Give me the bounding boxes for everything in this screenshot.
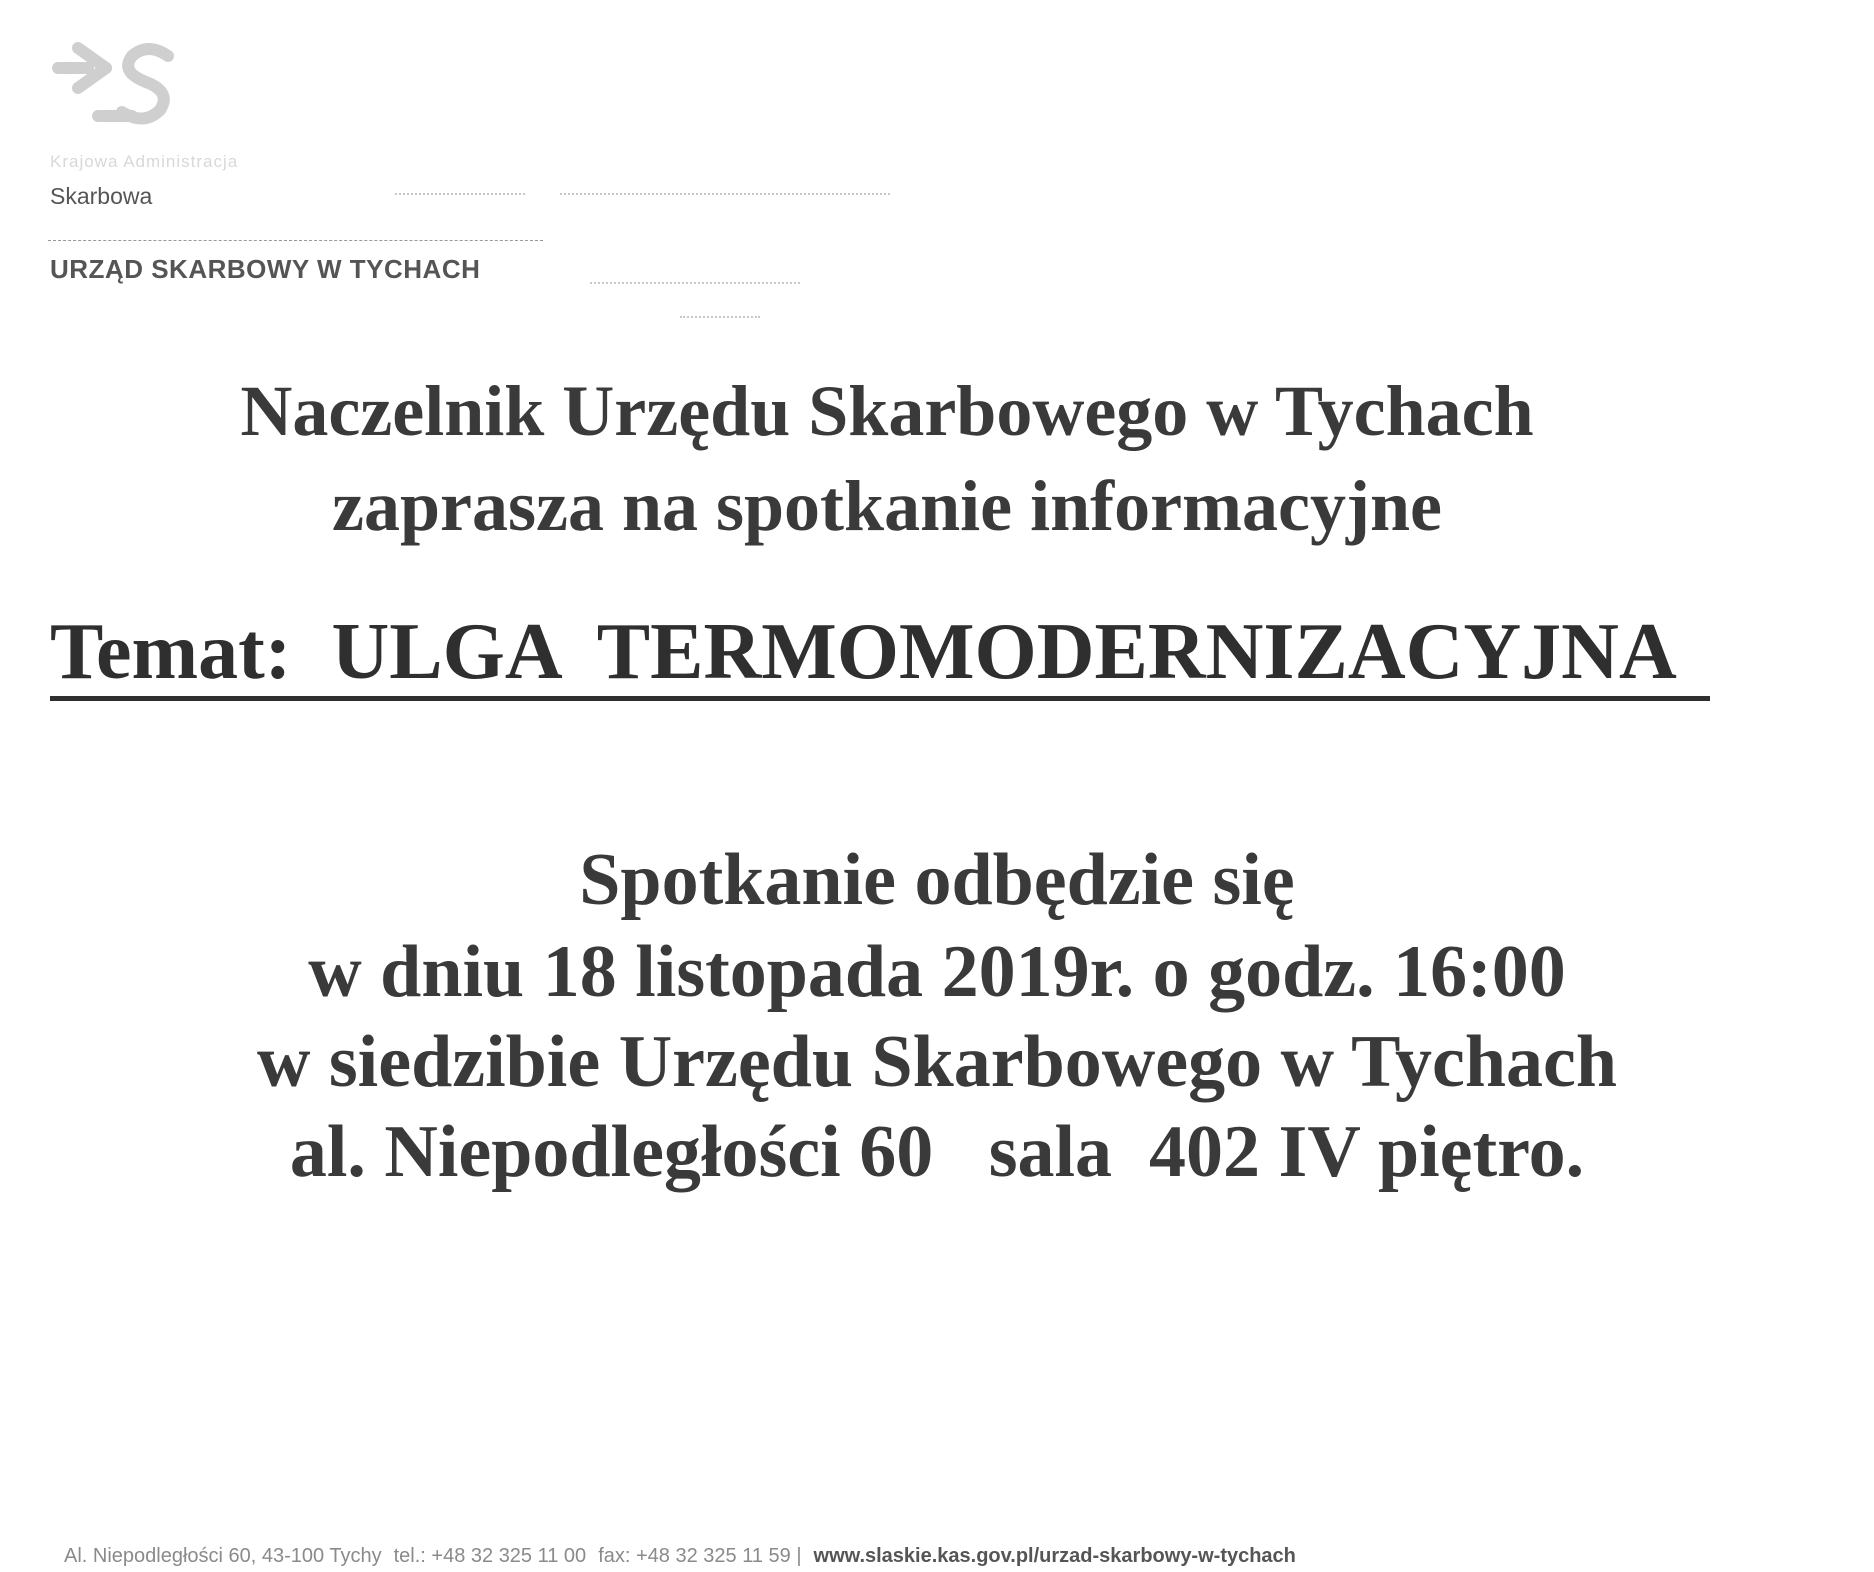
footer [64,1545,1296,1568]
meeting-date-time: w dniu 18 listopada 2019r. o godz. 16:00 [308,931,1566,1013]
header-divider [48,240,543,241]
org-name-faint: Krajowa Administracja [50,152,239,171]
footer-tel: tel.: +48 32 325 11 00 [393,1545,587,1567]
topic-heading [50,610,1710,701]
office-name: URZĄD SKARBOWY W TYCHACH [50,254,481,284]
scan-noise [590,282,800,284]
scan-noise [395,193,525,195]
kas-logo [48,38,184,128]
meeting-line-1: Spotkanie odbędzie się [579,839,1295,921]
scan-noise [560,193,890,195]
topic-label: Temat: [50,608,292,696]
footer-address: Al. Niepodległości 60, 43-100 Tychy [64,1545,382,1567]
logo-text: KAS [48,38,51,39]
topic-value: ULGA TERMOMODERNIZACYJNA [331,608,1677,696]
meeting-venue: w siedzibie Urzędu Skarbowego w Tychach [256,1021,1618,1103]
footer-website-link[interactable]: www.slaskie.kas.gov.pl/urzad-skarbowy-w-tychach [813,1545,1296,1567]
invitation-line-2: zaprasza na spotkanie informacyjne [332,466,1442,546]
footer-fax: fax: +48 32 325 11 59 | [598,1545,802,1567]
scan-noise [680,316,760,318]
org-name: Skarbowa [50,183,153,209]
meeting-address: al. Niepodległości 60 sala 402 IV piętro. [289,1111,1585,1193]
invitation-line-1: Naczelnik Urzędu Skarbowego w Tychach [240,371,1534,451]
